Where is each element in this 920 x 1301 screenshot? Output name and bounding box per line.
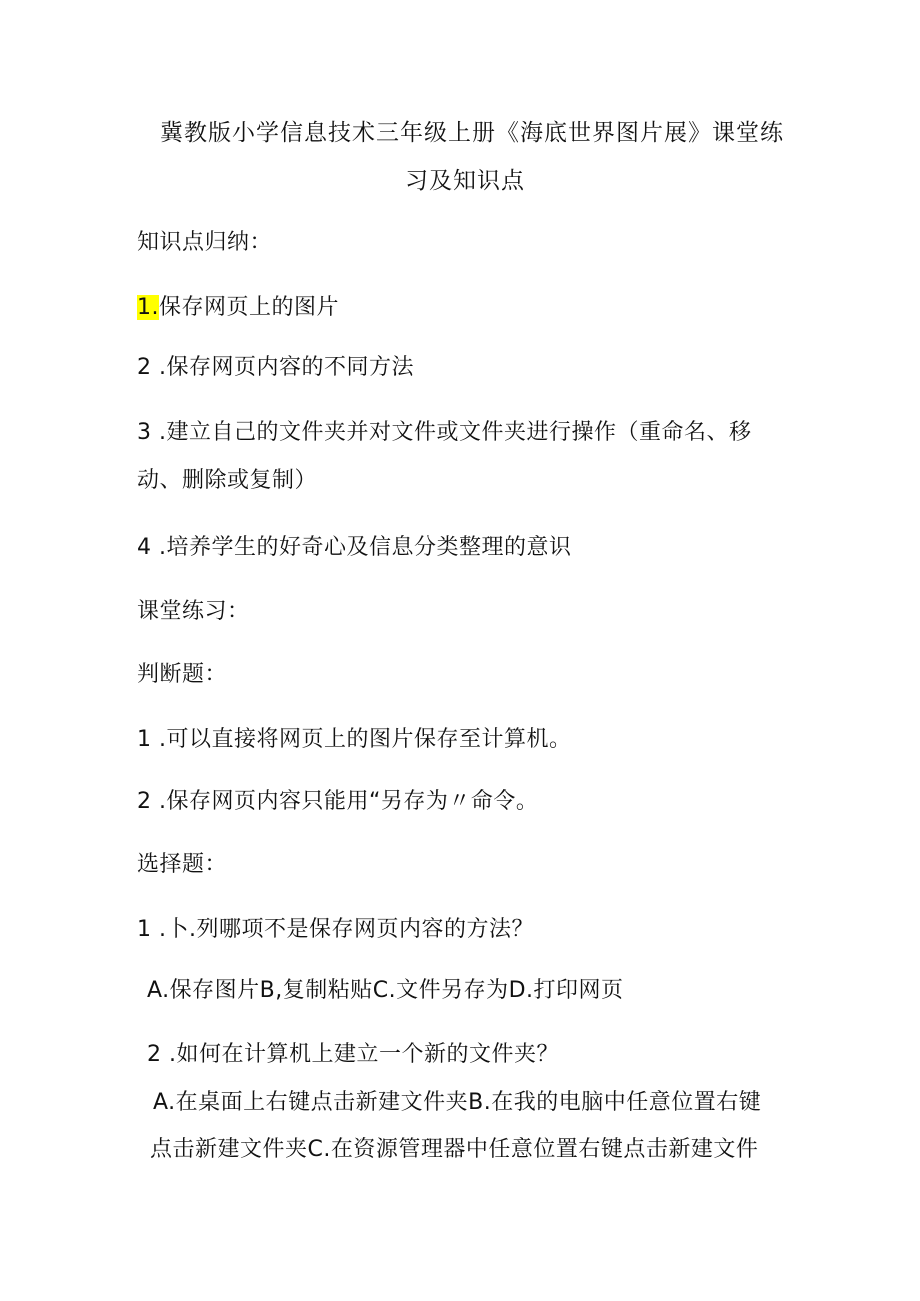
judge-item-2 [137, 787, 538, 817]
choice-item-1 [137, 915, 534, 945]
knowledge-item-2 [137, 353, 414, 383]
knowledge-item-text: 保存网页上的图片 [159, 295, 340, 320]
knowledge-item-text: .建立自己的文件夹并对文件或文件夹进行操作（重命名、移 [159, 420, 752, 445]
document-title-line-2: 习及知识点 [405, 168, 525, 194]
choice-item-text: .卜.列哪项不是保存网页内容的方法？ [159, 917, 534, 942]
choice-item-2 [147, 1040, 559, 1070]
knowledge-item-4 [137, 533, 572, 563]
knowledge-item-3 [137, 418, 752, 448]
choice-item-2-options-line-2: 点击新建文件夹C.在资源管理器中任意位置右键点击新建文件 [150, 1137, 759, 1162]
knowledge-item-text: .培养学生的好奇心及信息分类整理的意识 [159, 535, 572, 560]
knowledge-heading: 知识点归纳： [137, 230, 273, 255]
item-number: 1 [137, 727, 152, 752]
highlighted-number: 1. [137, 295, 159, 320]
item-number: 2 [147, 1042, 162, 1067]
choice-item-1-options: A.保存图片B,复制粘贴C.文件另存为D.打印网页 [147, 978, 624, 1003]
judge-heading: 判断题： [137, 662, 228, 687]
item-number: 3 [137, 420, 152, 445]
judge-item-1 [137, 725, 572, 755]
knowledge-item-text: .保存网页内容的不同方法 [159, 355, 414, 380]
knowledge-item-1 [137, 293, 339, 323]
judge-item-text: .可以直接将网页上的图片保存至计算机。 [159, 727, 572, 752]
choice-item-text: .如何在计算机上建立一个新的文件夹？ [169, 1042, 559, 1067]
knowledge-item-3-continued: 动、删除或复制） [137, 468, 318, 493]
judge-item-text: .保存网页内容只能用“另存为〃命令。 [159, 789, 539, 814]
document-title-line-1: 冀教版小学信息技术三年级上册《海底世界图片展》课堂练 [160, 120, 784, 146]
item-number: 4 [137, 535, 152, 560]
item-number: 1 [137, 917, 152, 942]
item-number: 2 [137, 355, 152, 380]
item-number: 2 [137, 789, 152, 814]
practice-heading: 课堂练习： [137, 599, 250, 624]
choice-item-2-options-line-1: A.在桌面上右键点击新建文件夹B.在我的电脑中任意位置右键 [153, 1090, 762, 1115]
choice-heading: 选择题： [137, 852, 228, 877]
